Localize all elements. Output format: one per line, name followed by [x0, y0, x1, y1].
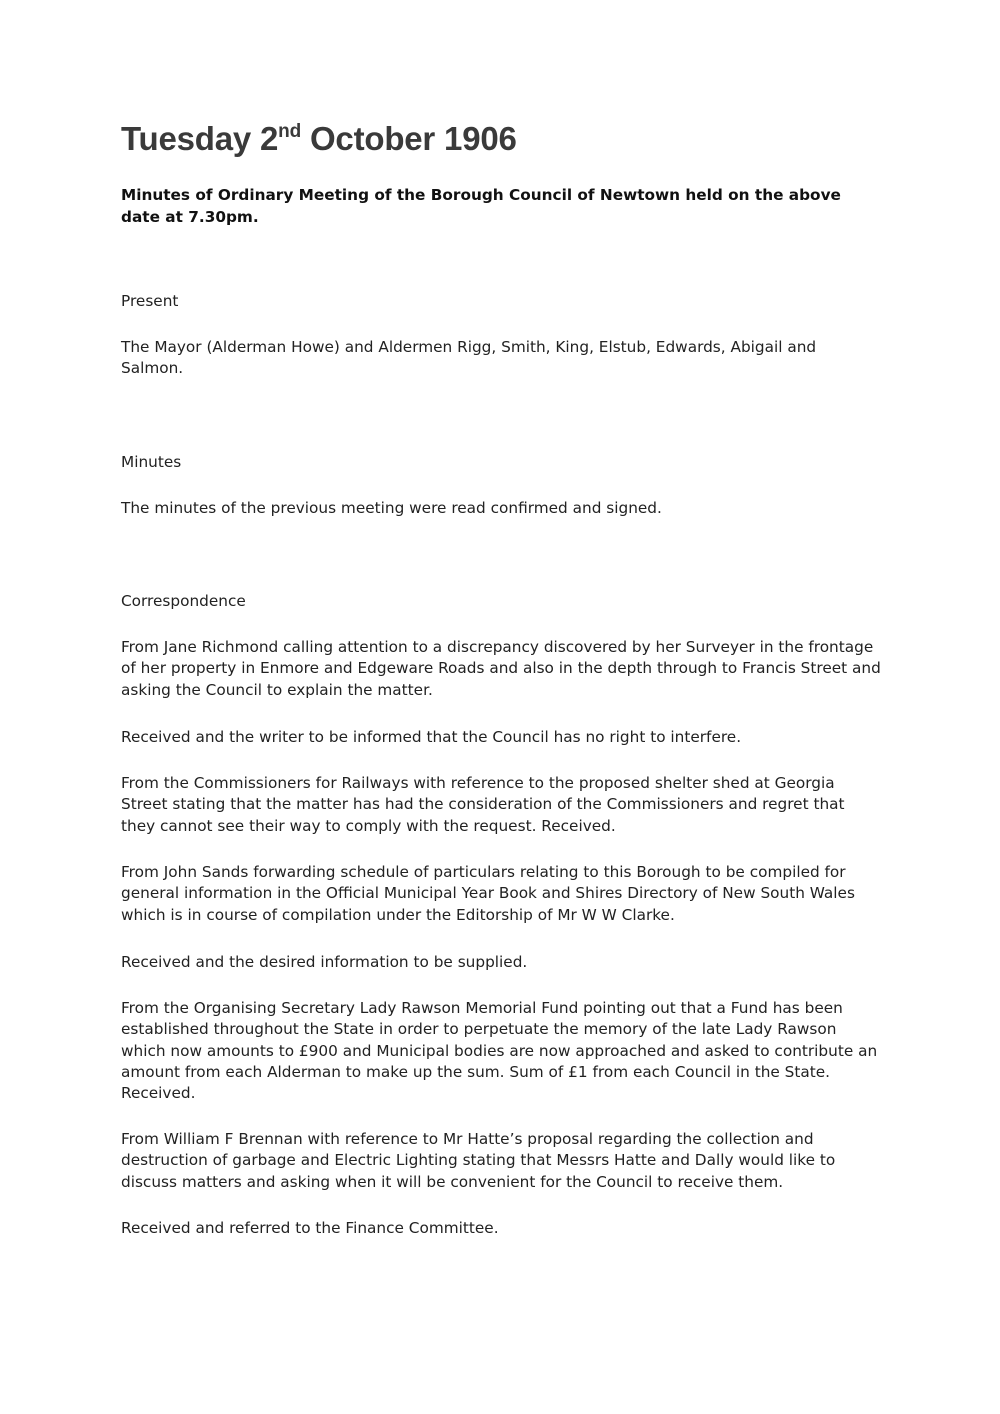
correspondence-heading: Correspondence: [121, 592, 246, 610]
meeting-subtitle: Minutes of Ordinary Meeting of the Borough Council of Newtown held on the above date at 7.30pm.: [121, 186, 841, 226]
title-month-year: October 1906: [300, 120, 517, 157]
correspondence-paragraph: From Jane Richmond calling attention to a discrepancy discovered by her Surveyer in the frontage of her property in Enmore and Edgeware Roads and also in the depth through to Francis Street and asking the Council to explain the matter.: [121, 638, 881, 699]
correspondence-paragraph: From William F Brennan with reference to Mr Hatte’s proposal regarding the collection and destruction of garbage and Electric Lighting stating that Messrs Hatte and Dally would like to discuss matters and asking when it will be convenient for the Council to receive them.: [121, 1130, 836, 1191]
title-ordinal-suffix: nd: [278, 121, 301, 142]
correspondence-paragraph: From John Sands forwarding schedule of particulars relating to this Borough to be compiled for general information in the Official Municipal Year Book and Shires Directory of New South Wales which is in course of compilation under the Editorship of Mr W W Clarke.: [121, 863, 855, 924]
present-heading: Present: [121, 292, 179, 310]
correspondence-paragraph: From the Commissioners for Railways with reference to the proposed shelter shed at Georgia Street stating that the matter has had the consideration of the Commissioners and regret that they cannot see their way to comply with the request. Received.: [121, 774, 845, 835]
page-title: [121, 120, 517, 158]
correspondence-paragraph: From the Organising Secretary Lady Rawson Memorial Fund pointing out that a Fund has been established throughout the State in order to perpetuate the memory of the late Lady Rawson which now amounts to £900 and Municipal bodies are now approached and asked to contribute an amount from each Alderman to make up the sum. Sum of £1 from each Council in the State. Received.: [121, 999, 878, 1103]
minutes-text: The minutes of the previous meeting were read confirmed and signed.: [121, 499, 662, 517]
title-date: Tuesday 2: [121, 120, 279, 157]
minutes-heading: Minutes: [121, 453, 182, 471]
correspondence-paragraph: Received and the desired information to be supplied.: [121, 953, 528, 971]
correspondence-paragraph: Received and the writer to be informed that the Council has no right to interfere.: [121, 728, 742, 746]
correspondence-paragraph: Received and referred to the Finance Committee.: [121, 1219, 499, 1237]
present-text: The Mayor (Alderman Howe) and Aldermen Rigg, Smith, King, Elstub, Edwards, Abigail and Salmon.: [121, 338, 817, 378]
